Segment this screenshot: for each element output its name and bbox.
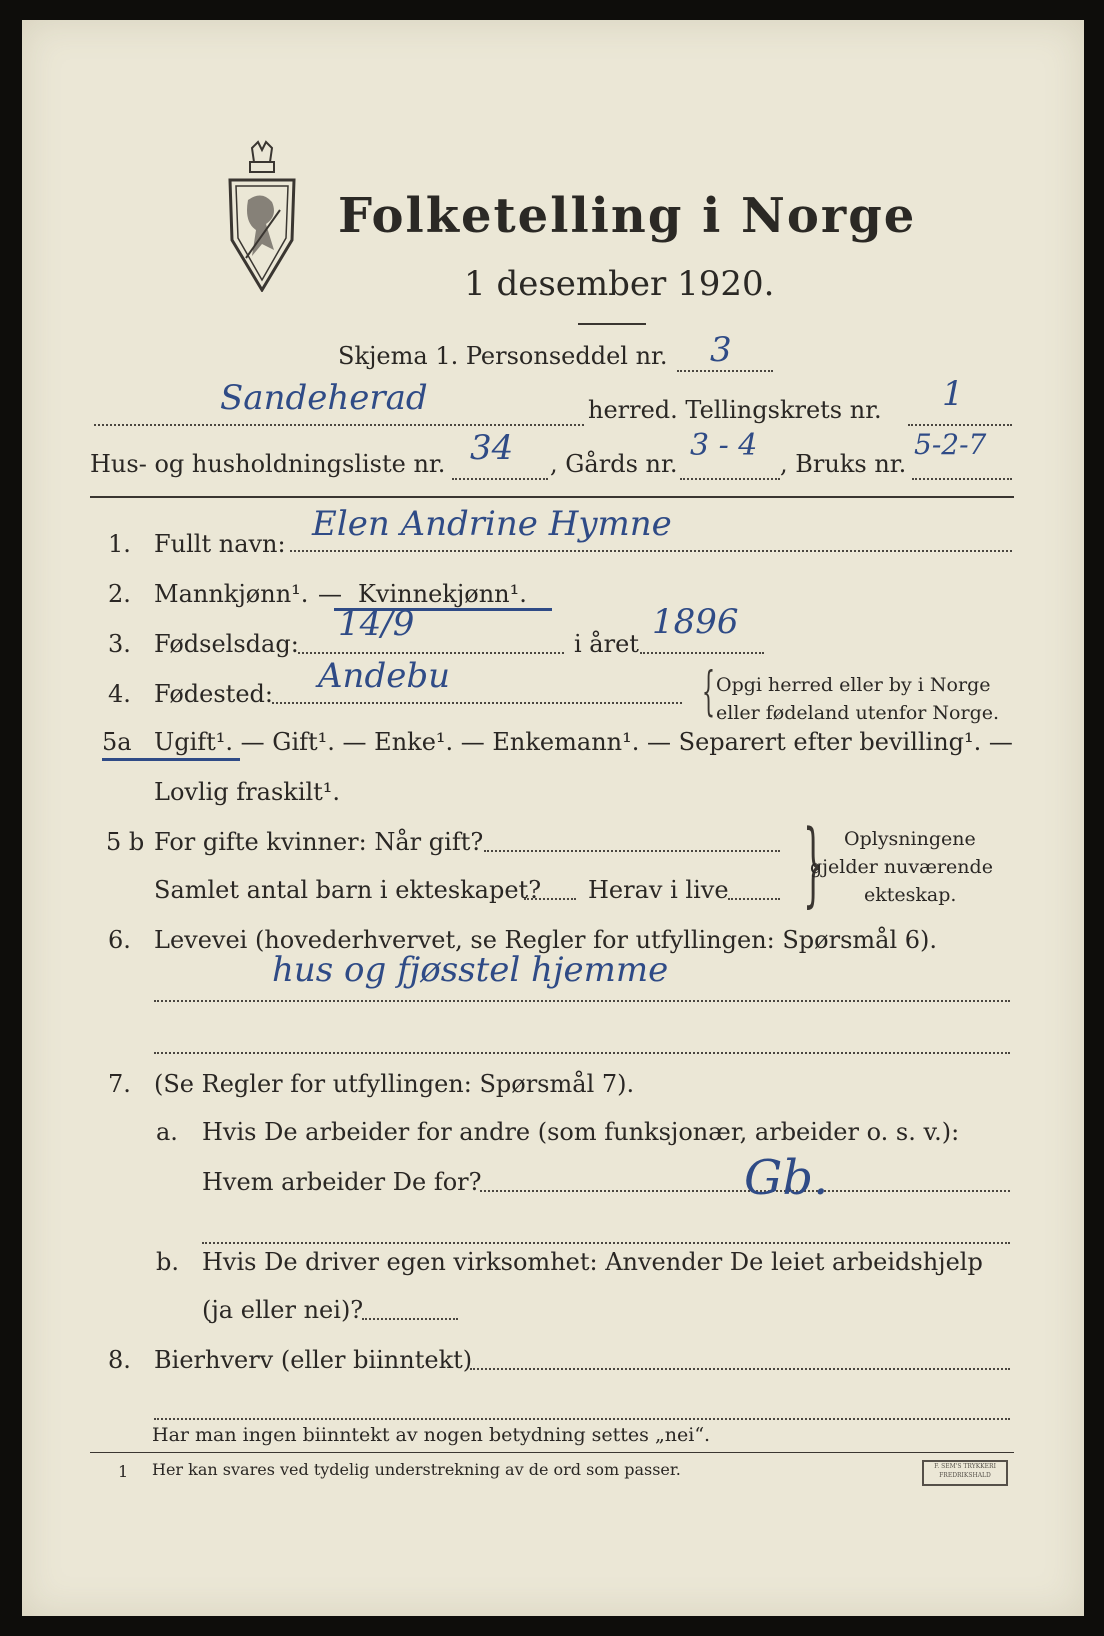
gards-number[interactable]: 3 - 4 bbox=[690, 428, 758, 463]
q5b-married-when: For gifte kvinner: Når gift? bbox=[154, 828, 484, 856]
full-name[interactable]: Elen Andrine Hymne bbox=[312, 504, 672, 544]
q3-year-label: i året bbox=[574, 630, 639, 658]
q5a-number: 5a bbox=[102, 728, 132, 756]
q4-note-2: eller fødeland utenfor Norge. bbox=[716, 702, 1000, 724]
ugift-underline bbox=[102, 758, 240, 761]
footnote-text: Her kan svares ved tydelig understrekning av de ord som passer. bbox=[152, 1460, 681, 1479]
gards-label: , Gårds nr. bbox=[550, 450, 678, 478]
q7a-question: Hvis De arbeider for andre (som funksjonær, arbeider o. s. v.): bbox=[202, 1118, 960, 1146]
census-date: 1 desember 1920. bbox=[464, 264, 775, 304]
q5b-alive-label: Herav i live bbox=[588, 876, 729, 904]
q5b-number: 5 b bbox=[106, 828, 145, 856]
q2-number: 2. bbox=[108, 580, 131, 608]
married-when-line bbox=[484, 850, 780, 852]
q3-day-line bbox=[298, 652, 564, 654]
q7a-employer-label: Hvem arbeider De for? bbox=[202, 1168, 482, 1196]
birthplace[interactable]: Andebu bbox=[318, 656, 450, 696]
q6-number: 6. bbox=[108, 926, 131, 954]
q7b-letter: b. bbox=[156, 1248, 179, 1276]
q7a-letter: a. bbox=[156, 1118, 178, 1146]
q8-line-2 bbox=[154, 1418, 1010, 1420]
q4-number: 4. bbox=[108, 680, 131, 708]
q7b-question: Hvis De driver egen virksomhet: Anvender De leiet arbeidshjelp bbox=[202, 1248, 983, 1276]
q3-number: 3. bbox=[108, 630, 131, 658]
bruks-label: , Bruks nr. bbox=[780, 450, 907, 478]
q7-number: 7. bbox=[108, 1070, 131, 1098]
herred-label: herred. Tellingskrets nr. bbox=[588, 396, 882, 424]
marital-status-options[interactable]: Ugift¹. — Gift¹. — Enke¹. — Enkemann¹. — Separert efter bevilling¹. — bbox=[154, 728, 1013, 756]
krets-number[interactable]: 1 bbox=[942, 374, 964, 414]
q4-line bbox=[272, 702, 682, 704]
hus-line bbox=[452, 478, 548, 480]
q4-label: Fødested: bbox=[154, 680, 273, 708]
q4-brace: { bbox=[701, 662, 716, 722]
personseddel-line bbox=[677, 370, 773, 372]
birth-day[interactable]: 14/9 bbox=[338, 604, 415, 644]
q5b-note-1: Oplysningene bbox=[844, 828, 976, 850]
q5b-note-3: ekteskap. bbox=[864, 884, 957, 906]
form-title: Folketelling i Norge bbox=[338, 188, 917, 244]
q8-label: Bierhverv (eller biinntekt) bbox=[154, 1346, 473, 1374]
q1-line bbox=[290, 550, 1012, 552]
alive-line bbox=[728, 898, 780, 900]
q6-line-2 bbox=[154, 1052, 1010, 1054]
q8-number: 8. bbox=[108, 1346, 131, 1374]
herred-line bbox=[94, 424, 584, 426]
bruks-line bbox=[912, 478, 1012, 480]
lovlig-fraskilt-option[interactable]: Lovlig fraskilt¹. bbox=[154, 778, 341, 806]
krets-line bbox=[908, 424, 1012, 426]
q5b-note-2: gjelder nuværende bbox=[810, 856, 993, 878]
personseddel-number[interactable]: 3 bbox=[710, 330, 732, 370]
printer-stamp: F. SEM'S TRYKKERI FREDRIKSHALD bbox=[922, 1460, 1008, 1486]
q5b-children-label: Samlet antal barn i ekteskapet? bbox=[154, 876, 542, 904]
q4-note-1: Opgi herred eller by i Norge bbox=[716, 674, 991, 696]
census-form bbox=[22, 20, 1084, 1616]
q1-number: 1. bbox=[108, 530, 131, 558]
footnote-mark: 1 bbox=[118, 1462, 129, 1481]
hus-label: Hus- og husholdningsliste nr. bbox=[90, 450, 446, 478]
birth-year[interactable]: 1896 bbox=[652, 602, 739, 642]
q1-label: Fullt navn: bbox=[154, 530, 286, 558]
gards-line bbox=[680, 478, 780, 480]
footer-note: Har man ingen biinntekt av nogen betydning settes „nei“. bbox=[152, 1424, 711, 1446]
q7-label: (Se Regler for utfyllingen: Spørsmål 7). bbox=[154, 1070, 635, 1098]
q2-dash: — bbox=[318, 580, 342, 608]
q6-line-1 bbox=[154, 1000, 1010, 1002]
header-divider bbox=[90, 496, 1014, 498]
title-divider bbox=[578, 323, 646, 325]
q6-label: Levevei (hovederhvervet, se Regler for utfyllingen: Spørsmål 6). bbox=[154, 926, 938, 954]
q3-label: Fødselsdag: bbox=[154, 630, 299, 658]
q8-line-1 bbox=[470, 1368, 1010, 1370]
coat-of-arms-icon bbox=[222, 140, 302, 292]
employer-value[interactable]: Gb. bbox=[744, 1150, 829, 1206]
q7b-yes-no-label: (ja eller nei)? bbox=[202, 1296, 364, 1324]
male-option[interactable]: Mannkjønn¹. bbox=[154, 580, 309, 608]
children-line bbox=[524, 898, 576, 900]
footer-divider bbox=[90, 1452, 1014, 1453]
female-option[interactable]: Kvinnekjønn¹. bbox=[358, 580, 527, 608]
occupation[interactable]: hus og fjøsstel hjemme bbox=[272, 950, 669, 990]
schema-label: Skjema 1. Personseddel nr. bbox=[338, 342, 668, 370]
herred-name[interactable]: Sandeherad bbox=[220, 378, 428, 418]
employer-line-2 bbox=[202, 1242, 1010, 1244]
q3-year-line bbox=[640, 652, 764, 654]
hus-number[interactable]: 34 bbox=[470, 428, 514, 468]
q5b-brace: } bbox=[803, 810, 824, 917]
bruks-number[interactable]: 5-2-7 bbox=[914, 428, 987, 461]
yes-no-line bbox=[362, 1318, 458, 1320]
